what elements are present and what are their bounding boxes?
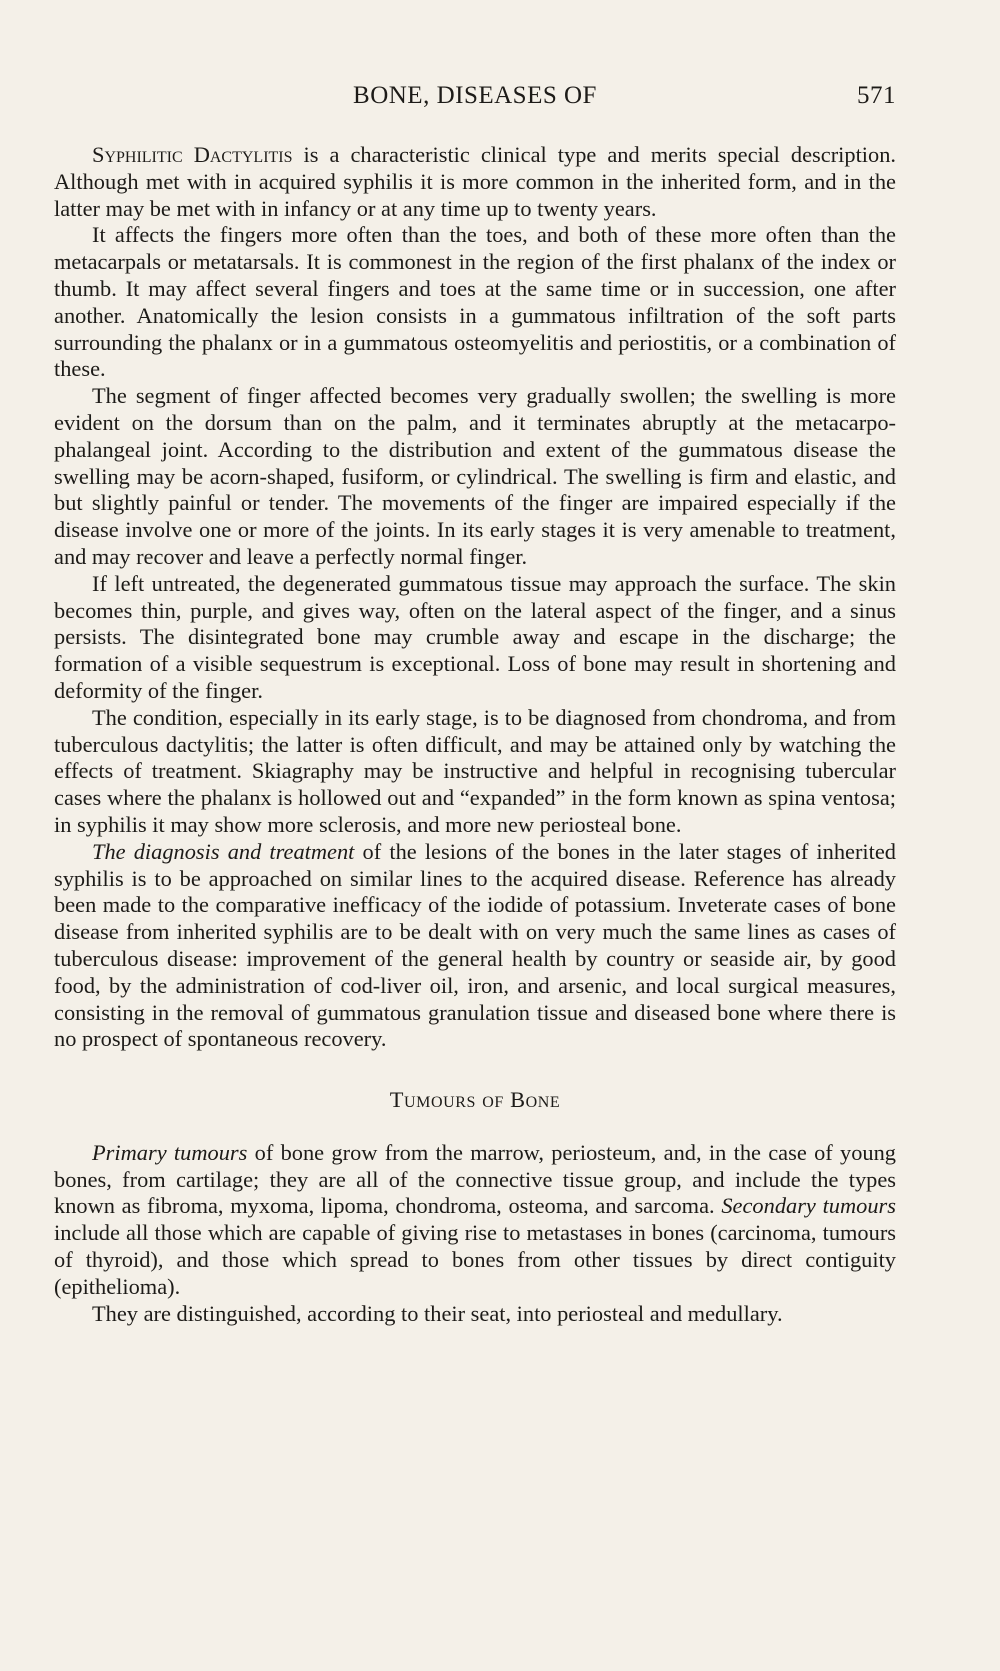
section-heading: Tumours of Bone	[389, 1087, 561, 1113]
running-title: BONE, DISEASES OF	[353, 82, 597, 109]
paragraph-text: include all those which are capable of giving rise to metastases in bones (carcinoma, tumours of thyroid), and those which spread to bones from other tissues by direct contiguity (epithelioma).	[54, 1220, 896, 1299]
italic-lead-secondary: Secondary tumours	[721, 1193, 896, 1219]
paragraph-3: The segment of finger affected becomes very gradually swollen; the swelling is more evident on the dorsum than on the palm, and it terminates abruptly at the metacarpo-phalangeal joint. According to the distribution and extent of the gummatous disease the swelling may be acorn-shaped, fusiform, or cylindrical. The swelling is firm and elastic, and but slightly painful or tender. The movements of the finger are impaired especially if the disease involve one or more of the joints. In its early stages it is very amenable to treatment, and may recover and leave a perfectly normal finger.	[54, 383, 896, 569]
paragraph-7	[54, 1140, 896, 1301]
italic-lead: Primary tumours	[92, 1139, 248, 1165]
paragraph-1	[54, 142, 896, 222]
italic-lead: The diagnosis and treatment	[92, 838, 355, 864]
paragraph-text: of bone grow from the marrow, periosteum, and, in the case of young bones, from cartilage; they are all of the connective tissue group, and include the types known as fibroma, myxoma, lipoma, chondroma, osteoma, and sarcoma.	[54, 1139, 896, 1219]
paragraph-6	[54, 839, 896, 1053]
section-lead: Syphilitic Dactylitis	[92, 142, 293, 167]
paragraph-2: It affects the fingers more often than the toes, and both of these more often than the metacarpals or metatarsals. It is commonest in the region of the first phalanx of the index or thumb. It may affect several fingers and toes at the same time or in succession, one after another. Anatomically the lesion consists in a gummatous infiltration of the soft parts surrounding the phalanx or in a gummatous osteomyelitis and periostitis, or a combination of these.	[54, 222, 896, 382]
body-text	[54, 142, 896, 1327]
paragraph-text: is a characteristic clinical type and merits special description. Although met with in acquired syphilis it is more common in the inherited form, and in the latter may be met with in infancy or at any time up to twenty years.	[54, 142, 896, 221]
page-number: 571	[857, 82, 896, 109]
paragraph-8: They are distinguished, according to their seat, into periosteal and medullary.	[92, 1300, 783, 1326]
paragraph-5: The condition, especially in its early stage, is to be diagnosed from chondroma, and from tuberculous dactylitis; the latter is often difficult, and may be attained only by watching the effects of treatment. Skiagraphy may be instructive and helpful in recognising tubercular cases where the phalanx is hollowed out and “expanded” in the form known as spina ventosa; in syphilis it may show more sclerosis, and more new periosteal bone.	[54, 704, 896, 837]
running-header	[54, 82, 896, 116]
paragraph-4: If left untreated, the degenerated gummatous tissue may approach the surface. The skin becomes thin, purple, and gives way, often on the lateral aspect of the finger, and a sinus persists. The disintegrated bone may crumble away and escape in the discharge; the formation of a visible sequestrum is exceptional. Loss of bone may result in shortening and deformity of the finger.	[54, 570, 896, 703]
paragraph-text: of the lesions of the bones in the later stages of inherited syphilis is to be approached on similar lines to the acquired disease. Reference has already been made to the comparative inefficacy of the iodide of potassium. Inveterate cases of bone disease from inherited syphilis are to be dealt with on very much the same lines as cases of tuberculous disease: improvement of the general health by country or seaside air, by good food, by the administration of cod-liver oil, iron, and arsenic, and local surgical measures, consisting in the removal of gummatous granulation tissue and diseased bone where there is no prospect of spontaneous recovery.	[54, 838, 896, 1052]
